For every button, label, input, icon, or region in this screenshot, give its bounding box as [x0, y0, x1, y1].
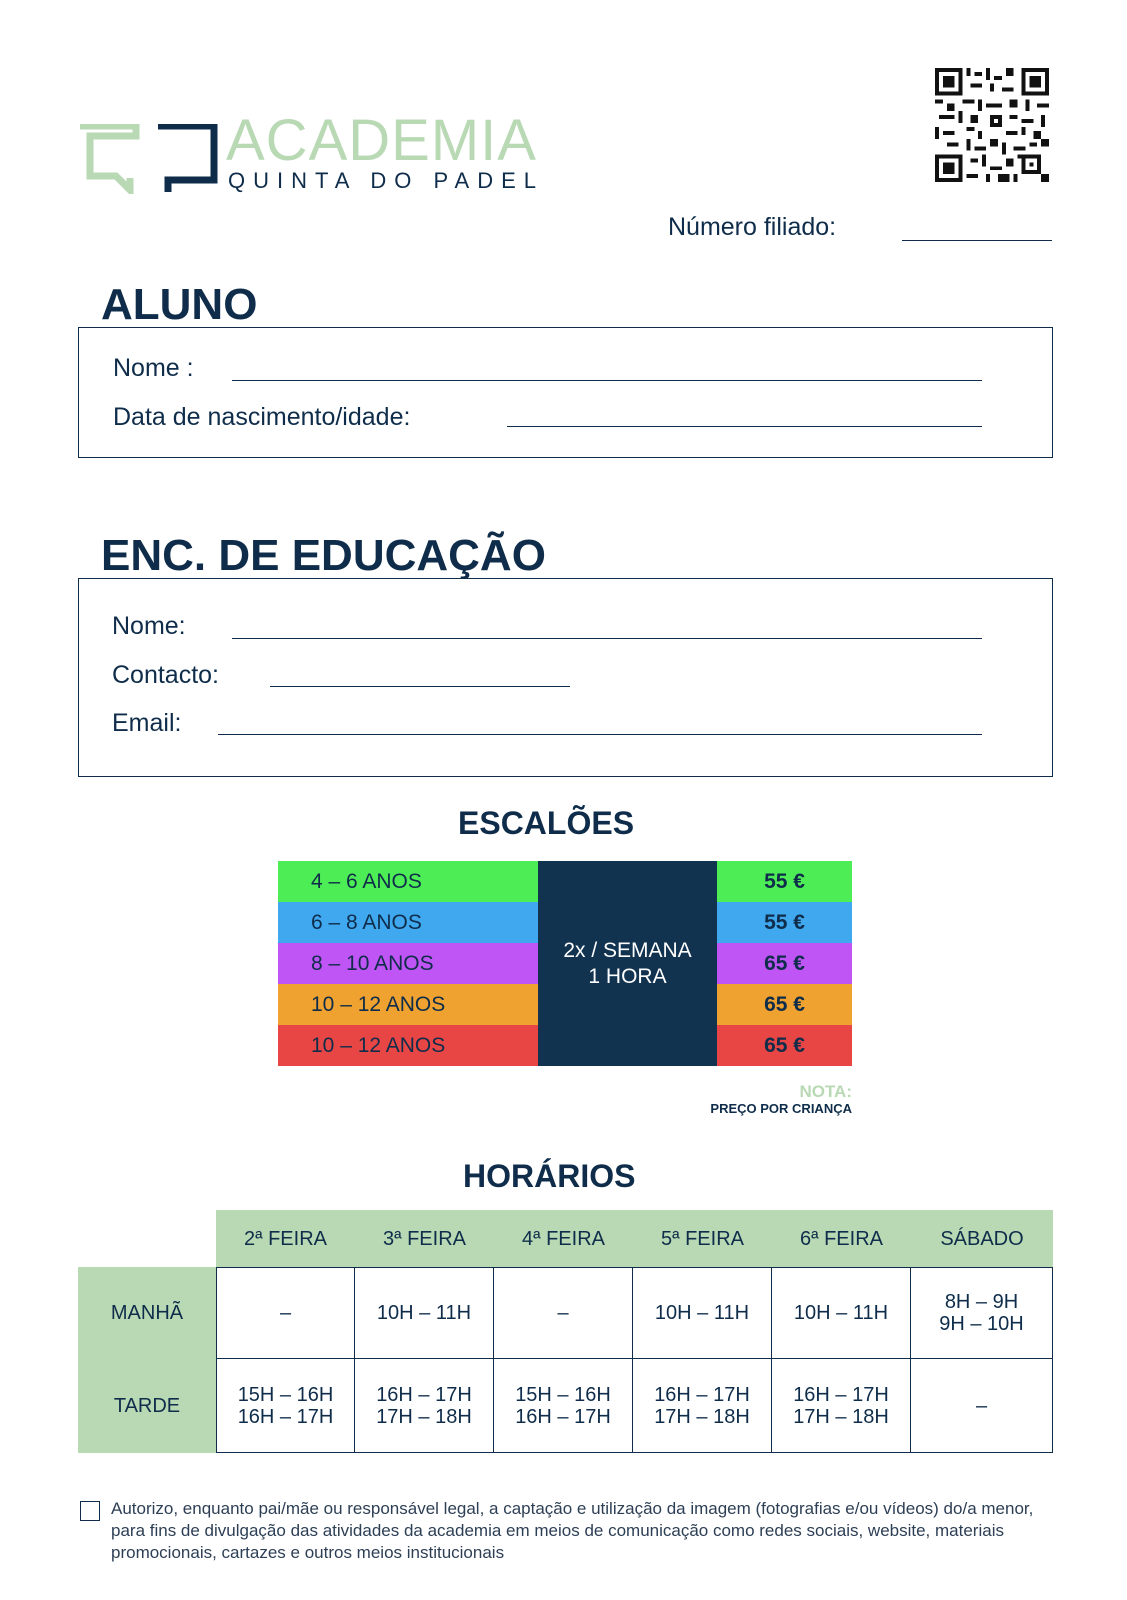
- escaloes-title: ESCALÕES: [458, 805, 635, 841]
- logo-subtitle: QUINTA DO PADEL: [228, 168, 545, 193]
- encarregado-email-field[interactable]: [218, 734, 982, 735]
- escalao-price: 65 €: [717, 984, 852, 1025]
- escalao-age: 10 – 12 ANOS: [278, 984, 538, 1025]
- academia-logo-icon: [78, 124, 218, 194]
- day-header: 3ª FEIRA: [355, 1210, 494, 1267]
- escalao-age: 4 – 6 ANOS: [278, 861, 538, 902]
- frequency-line-1: 2x / SEMANA: [563, 938, 692, 962]
- schedule-cell: 15H – 16H 16H – 17H: [493, 1358, 633, 1453]
- aluno-nome-field[interactable]: [232, 380, 982, 381]
- encarregado-nome-field[interactable]: [232, 638, 982, 639]
- aluno-data-field[interactable]: [507, 426, 982, 427]
- period-header: MANHÃ: [78, 1267, 216, 1359]
- schedule-cell: 16H – 17H 17H – 18H: [632, 1358, 772, 1453]
- nota-text: PREÇO POR CRIANÇA: [710, 1101, 852, 1116]
- day-header: 4ª FEIRA: [494, 1210, 633, 1267]
- horarios-title: HORÁRIOS: [463, 1158, 636, 1194]
- escalao-price: 55 €: [717, 861, 852, 902]
- escalao-age: 10 – 12 ANOS: [278, 1025, 538, 1066]
- aluno-box: [78, 327, 1053, 458]
- encarregado-email-label: Email:: [112, 709, 182, 737]
- aluno-nome-label: Nome :: [113, 354, 194, 382]
- encarregado-nome-label: Nome:: [112, 612, 186, 640]
- filiado-label: Número filiado:: [668, 213, 837, 241]
- schedule-cell: 10H – 11H: [354, 1267, 494, 1359]
- encarregado-box: [78, 578, 1053, 777]
- day-header: 6ª FEIRA: [772, 1210, 911, 1267]
- aluno-title: ALUNO: [101, 280, 258, 329]
- day-header: 5ª FEIRA: [633, 1210, 772, 1267]
- encarregado-contacto-field[interactable]: [270, 686, 570, 687]
- encarregado-contacto-label: Contacto:: [112, 661, 220, 689]
- consent-checkbox[interactable]: [80, 1501, 100, 1521]
- day-header: SÁBADO: [911, 1210, 1053, 1267]
- nota-title: NOTA:: [799, 1082, 852, 1101]
- schedule-cell: 16H – 17H 17H – 18H: [354, 1358, 494, 1453]
- consent-text: Autorizo, enquanto pai/mãe ou responsável legal, a captação e utilização da imagem (fotografias e/ou vídeos) do/a menor, para fins de divulgação das atividades da academia em meios de comunicação como redes sociais, website, materiais promocionais, cartazes e outros meios institucionais: [111, 1499, 1034, 1562]
- escalao-age: 8 – 10 ANOS: [278, 943, 538, 984]
- schedule-cell: 10H – 11H: [632, 1267, 772, 1359]
- schedule-cell: 8H – 9H 9H – 10H: [910, 1267, 1053, 1359]
- escaloes-frequency: [538, 861, 717, 1066]
- frequency-line-2: 1 HORA: [588, 964, 667, 988]
- escalao-age: 6 – 8 ANOS: [278, 902, 538, 943]
- period-header: TARDE: [78, 1359, 216, 1453]
- escaloes-table: [278, 861, 852, 1066]
- schedule-cell: 15H – 16H 16H – 17H: [216, 1358, 355, 1453]
- day-header: 2ª FEIRA: [216, 1210, 355, 1267]
- schedule-cell: –: [910, 1358, 1053, 1453]
- schedule-cell: –: [493, 1267, 633, 1359]
- escalao-price: 65 €: [717, 943, 852, 984]
- schedule-cell: 16H – 17H 17H – 18H: [771, 1358, 911, 1453]
- escalao-price: 65 €: [717, 1025, 852, 1066]
- encarregado-title: ENC. DE EDUCAÇÃO: [101, 531, 546, 580]
- schedule-cell: –: [216, 1267, 355, 1359]
- aluno-data-label: Data de nascimento/idade:: [113, 403, 411, 431]
- filiado-field[interactable]: [902, 240, 1052, 241]
- escalao-price: 55 €: [717, 902, 852, 943]
- logo-title: ACADEMIA: [226, 108, 537, 173]
- schedule-cell: 10H – 11H: [771, 1267, 911, 1359]
- qr-code-icon: [935, 68, 1049, 182]
